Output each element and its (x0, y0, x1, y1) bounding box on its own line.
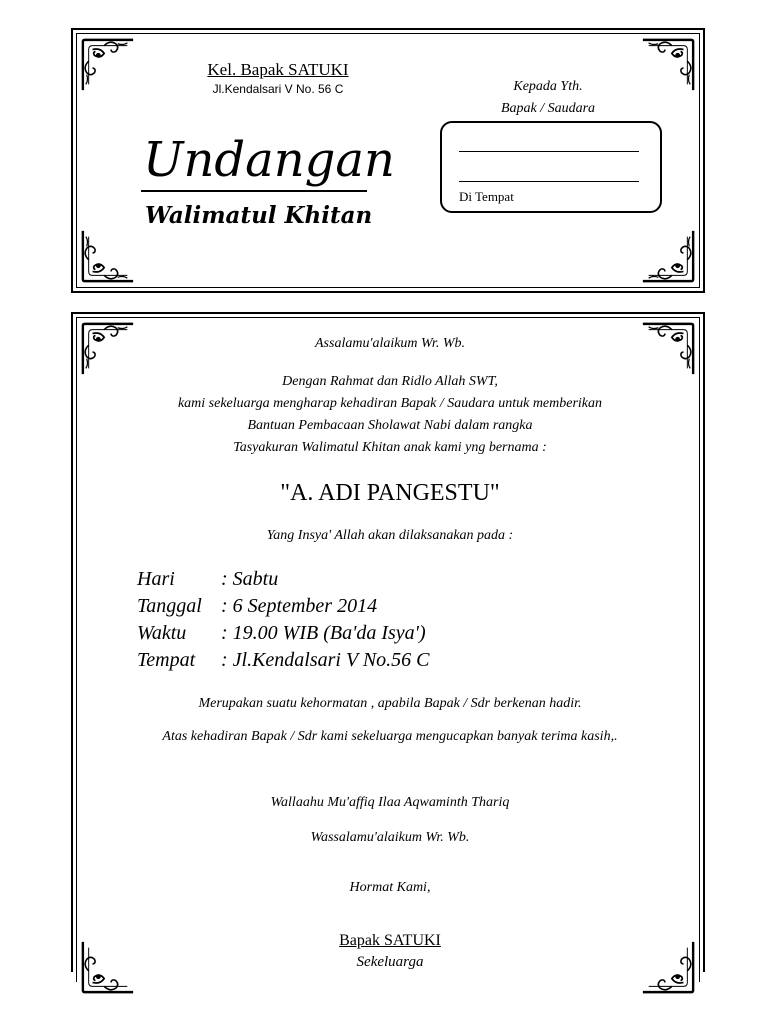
recipient-line-1: Kepada Yth. (513, 79, 583, 94)
greeting: Assalamu'alaikum Wr. Wb. (315, 336, 465, 351)
detail-value: : Sabtu (221, 568, 279, 590)
recipient-line-2: Bapak / Saudara (500, 101, 596, 116)
detail-label: Tempat (137, 649, 196, 671)
detail-label: Tanggal (137, 595, 202, 617)
invitation-subtitle: Walimatul Khitan (145, 202, 373, 229)
closing-line: Wassalamu'alaikum Wr. Wb. (310, 830, 470, 845)
corner-ornament-icon (79, 227, 137, 285)
intro-line: Bantuan Pembacaan Sholawat Nabi dalam rangka (247, 418, 533, 433)
signatory-name: Bapak SATUKI (339, 932, 441, 949)
invitation-title: Undangan (143, 132, 395, 188)
sender-address: Jl.Kendalsari V No. 56 C (212, 82, 344, 96)
recipient-block (468, 76, 628, 120)
regards-line: Hormat Kami, (349, 880, 431, 895)
address-line (459, 181, 639, 182)
detail-label: Hari (137, 568, 175, 590)
detail-value: : 19.00 WIB (Ba'da Isya') (221, 622, 426, 644)
letter-card (71, 312, 705, 972)
corner-ornament-icon (639, 227, 697, 285)
sender-name: Kel. Bapak SATUKI (207, 60, 349, 79)
honor-line: Merupakan suatu kehormatan , apabila Bapak / Sdr berkenan hadir. (198, 696, 582, 711)
place-label: Di Tempat (459, 189, 514, 204)
intro-line: Dengan Rahmat dan Ridlo Allah SWT, (282, 374, 498, 389)
title-underline (141, 190, 367, 192)
child-name: "A. ADI PANGESTU" (280, 480, 500, 506)
detail-value: : 6 September 2014 (221, 595, 378, 617)
envelope-card (71, 28, 705, 293)
prayer-line: Wallaahu Mu'affiq Ilaa Aqwaminth Thariq (270, 795, 510, 810)
intro-line: kami sekeluarga mengharap kehadiran Bapak / Saudara untuk memberikan (177, 396, 603, 411)
detail-label: Waktu (137, 622, 187, 644)
signatory-sub: Sekeluarga (356, 954, 424, 970)
schedule-intro: Yang Insya' Allah akan dilaksanakan pada : (266, 528, 514, 543)
corner-ornament-icon (79, 36, 137, 94)
thanks-line: Atas kehadiran Bapak / Sdr kami sekeluarga mengucapkan banyak terima kasih,. (162, 729, 618, 744)
detail-value: : Jl.Kendalsari V No.56 C (221, 649, 430, 671)
address-line (459, 151, 639, 152)
intro-line: Tasyakuran Walimatul Khitan anak kami yng bernama : (233, 440, 547, 455)
address-box (440, 121, 662, 213)
corner-ornament-icon (639, 36, 697, 94)
